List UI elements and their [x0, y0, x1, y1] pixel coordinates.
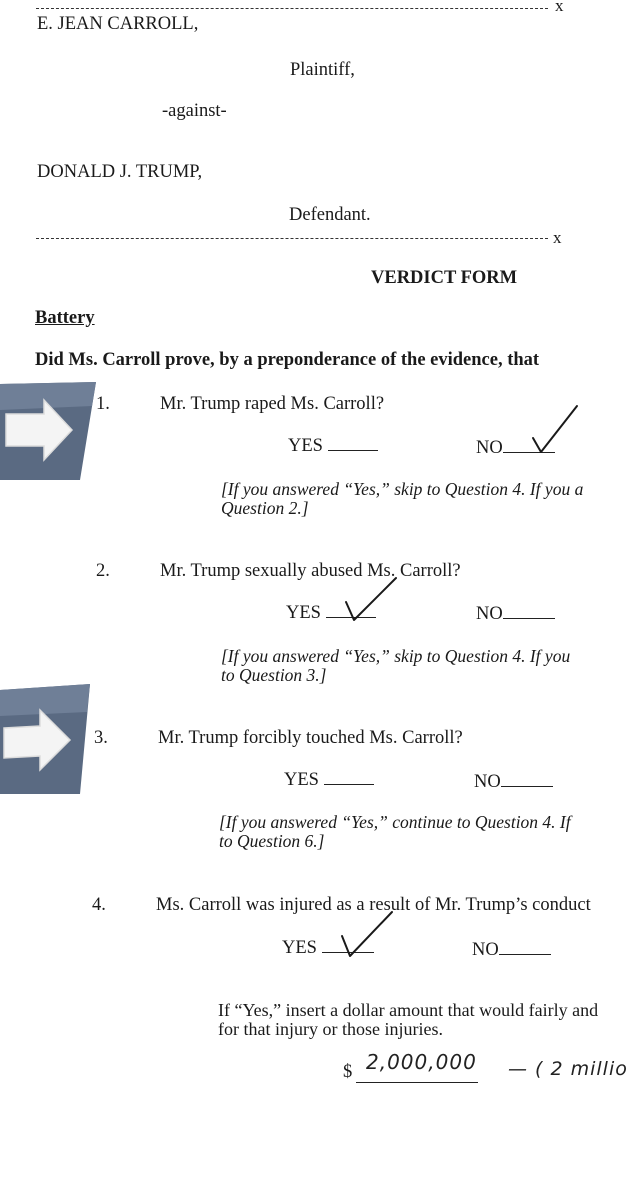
- caption-bottom-rule: [36, 238, 548, 239]
- damages-dollar-sign: $: [343, 1062, 353, 1082]
- plaintiff-role: Plaintiff,: [290, 60, 355, 80]
- damages-handwritten-note: — ( 2 millio: [508, 1058, 628, 1080]
- section-heading: Battery: [35, 308, 95, 328]
- defendant-role: Defendant.: [289, 205, 371, 225]
- answer-blank[interactable]: [328, 434, 378, 451]
- question-4-note-line2: for that injury or those injuries.: [218, 1019, 443, 1039]
- question-1-note-line1: [If you answered “Yes,” skip to Question 4. If you a: [221, 479, 584, 499]
- checkmark-icon: [336, 572, 400, 626]
- right-arrow-icon: [0, 380, 100, 482]
- question-4-text: Ms. Carroll was injured as a result of Mr. Trump’s conduct: [156, 895, 591, 915]
- caption-x-mark: x: [555, 0, 564, 15]
- checkmark-icon: [527, 402, 583, 456]
- question-2-number: 2.: [96, 561, 110, 581]
- answer-blank[interactable]: [499, 938, 551, 955]
- yes-label: YES: [288, 436, 323, 456]
- no-label: NO: [476, 438, 503, 458]
- defendant-name: DONALD J. TRUMP,: [37, 162, 203, 182]
- question-3-number: 3.: [94, 728, 108, 748]
- damages-handwritten-amount: 2,000,000: [366, 1050, 477, 1074]
- form-title: VERDICT FORM: [371, 268, 518, 288]
- question-2-no: [476, 602, 555, 625]
- question-3-yes: [284, 768, 374, 791]
- against-label: -against-: [162, 101, 227, 121]
- question-2-note-line2: to Question 3.]: [221, 665, 327, 685]
- question-3-text: Mr. Trump forcibly touched Ms. Carroll?: [158, 728, 463, 748]
- question-3-no: [474, 770, 553, 793]
- question-1-yes: [288, 434, 378, 457]
- question-3-note-line2: to Question 6.]: [219, 831, 325, 851]
- question-2-note-line1: [If you answered “Yes,” skip to Question 4. If you: [221, 646, 571, 666]
- question-3-note-line1: [If you answered “Yes,” continue to Question 4. If: [219, 812, 571, 832]
- answer-blank[interactable]: [501, 770, 553, 787]
- no-label: NO: [476, 604, 503, 624]
- question-4-number: 4.: [92, 895, 106, 915]
- question-4-no: [472, 938, 551, 961]
- right-arrow-icon: [0, 684, 92, 796]
- question-1-number: 1.: [96, 394, 110, 414]
- plaintiff-name: E. JEAN CARROLL,: [37, 14, 199, 34]
- question-4-note-line1: If “Yes,” insert a dollar amount that would fairly and: [218, 1000, 599, 1020]
- answer-blank[interactable]: [503, 602, 555, 619]
- no-label: NO: [474, 772, 501, 792]
- question-1-text: Mr. Trump raped Ms. Carroll?: [160, 394, 385, 414]
- checkmark-icon: [334, 906, 398, 960]
- question-2-text: Mr. Trump sexually abused Ms. Carroll?: [160, 561, 461, 581]
- caption-x-mark-bottom: x: [553, 228, 562, 247]
- question-1-note-line2: Question 2.]: [221, 498, 309, 518]
- caption-top-rule: [36, 8, 548, 9]
- yes-label: YES: [282, 938, 317, 958]
- no-label: NO: [472, 940, 499, 960]
- yes-label: YES: [286, 603, 321, 623]
- lead-question: Did Ms. Carroll prove, by a preponderance of the evidence, that: [35, 350, 540, 370]
- answer-blank[interactable]: [324, 768, 374, 785]
- yes-label: YES: [284, 770, 319, 790]
